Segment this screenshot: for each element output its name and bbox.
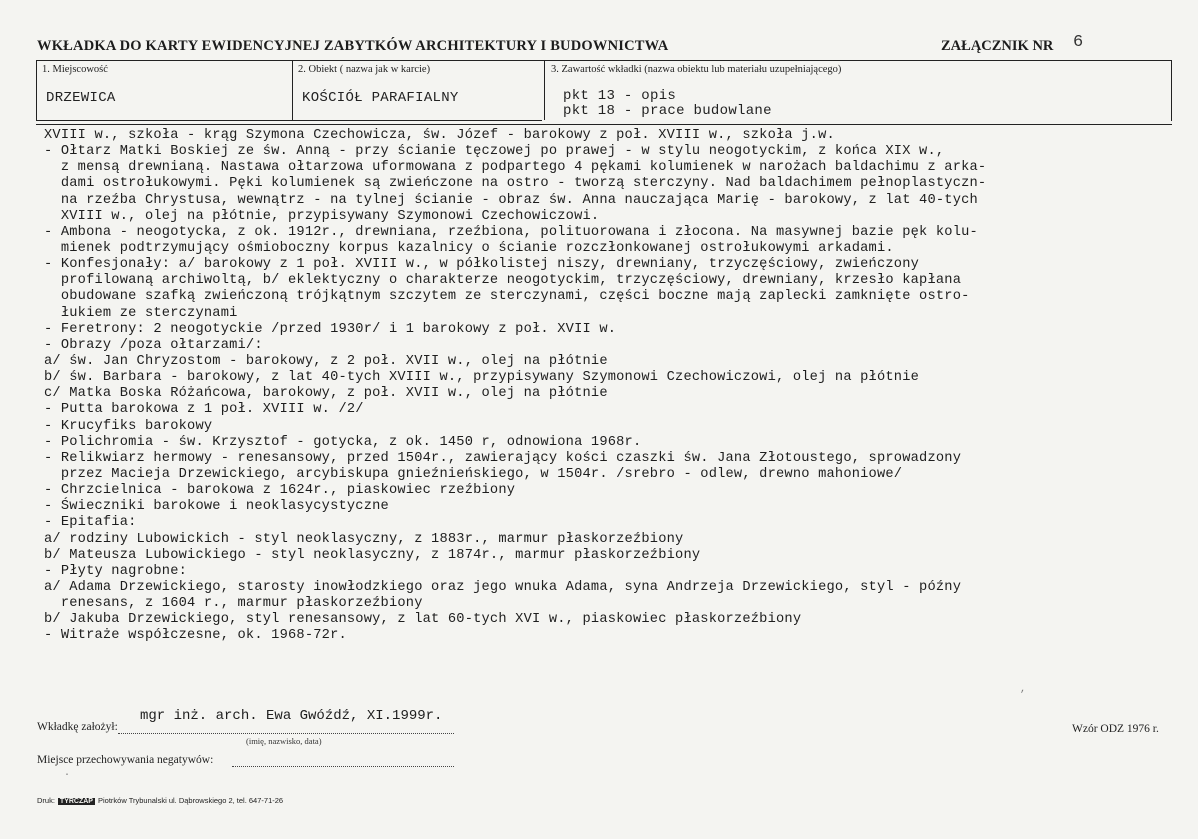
object-label: 2. Obiekt ( nazwa jak w karcie): [298, 64, 431, 75]
body-line: renesans, z 1604 r., marmur płaskorzeźbiony: [44, 596, 423, 612]
body-line: - Feretrony: 2 neogotyckie /przed 1930r/ i 1 barokowy z poł. XVII w.: [44, 321, 617, 337]
body-line: - Ołtarz Matki Boskiej ze św. Anną - przy ścianie tęczowej po prawej - w stylu neogotyckim, z końca XIX w.,: [44, 144, 945, 160]
description-body: [44, 128, 1174, 645]
body-line: dami ostrołukowymi. Pęki kolumienek są zwieńczone na ostro - tworzą sterczyny. Nad baldachimem pełnoplastyczn-: [44, 176, 987, 192]
inserted-by-hint: (imię, nazwisko, data): [246, 736, 322, 746]
inserted-by-line: [118, 733, 454, 734]
body-line: a/ św. Jan Chryzostom - barokowy, z 2 poł. XVII w., olej na płótnie: [44, 353, 608, 369]
body-line: przez Macieja Drzewickiego, arcybiskupa gnieźnieńskiego, w 1504r. /srebro - odlew, drewno mahoniowe/: [44, 466, 903, 482]
body-line: - Putta barokowa z 1 poł. XVIII w. /2/: [44, 402, 364, 418]
object-value: KOŚCIÓŁ PARAFIALNY: [302, 90, 459, 106]
content-label: 3. Zawartość wkładki (nazwa obiektu lub materiału uzupełniającego): [551, 64, 842, 75]
body-line: - Ambona - neogotycka, z ok. 1912r., drewniana, rzeźbiona, polituorowana i złocona. Na masywnej bazie pęk kolu-: [44, 224, 978, 240]
template-version: Wzór ODZ 1976 r.: [1072, 723, 1159, 735]
annex-label: ZAŁĄCZNIK NR: [941, 38, 1054, 54]
print-address: Piotrków Trybunalski ul. Dąbrowskiego 2, tel. 647-71-26: [97, 796, 284, 805]
author-signature: mgr inż. arch. Ewa Gwóźdź, XI.1999r.: [140, 708, 443, 724]
body-line: b/ Jakuba Drzewickiego, styl renesansowy, z lat 60-tych XVI w., piaskowiec płaskorzeźbiony: [44, 612, 802, 628]
body-line: a/ rodziny Lubowickich - styl neoklasyczny, z 1883r., marmur płaskorzeźbiony: [44, 531, 684, 547]
body-line: b/ Mateusza Lubowickiego - styl neoklasyczny, z 1874r., marmur płaskorzeźbiony: [44, 547, 701, 563]
field-divider: [292, 60, 293, 120]
body-line: - Polichromia - św. Krzysztof - gotycka, z ok. 1450 r, odnowiona 1968r.: [44, 434, 642, 450]
body-line: - Witraże współczesne, ok. 1968-72r.: [44, 628, 347, 644]
body-line: XVIII w., szkoła - krąg Szymona Czechowicza, św. Józef - barokowy z poł. XVIII w., szkoła j.w.: [44, 128, 835, 143]
print-prefix: Druk:: [37, 796, 55, 805]
body-line: profilowaną archiwoltą, b/ eklektyczny o charakterze neogotyckim, trzyczęściowy, drewniany, krzesło kapłana: [44, 273, 962, 289]
locality-value: DRZEWICA: [46, 90, 116, 106]
body-line: - Świeczniki barokowe i neoklasycystyczne: [44, 499, 389, 515]
negatives-label: Miejsce przechowywania negatywów:: [37, 754, 214, 766]
pencil-mark: .: [64, 768, 71, 779]
body-line: b/ św. Barbara - barokowy, z lat 40-tych XVIII w., przypisywany Szymonowi Czechowiczowi, olej na płótnie: [44, 370, 920, 386]
body-line: a/ Adama Drzewickiego, starosty inowłodzkiego oraz jego wnuka Adama, syna Andrzeja Drzewickiego, styl - późny: [44, 579, 962, 595]
printer-logo: TYRCZAP: [59, 798, 93, 805]
body-line: - Relikwiarz hermowy - renesansowy, przed 1504r., zawierający kości czaszki św. Jana Złotoustego, sprowadzony: [44, 450, 962, 466]
content-line-2: pkt 18 - prace budowlane: [563, 103, 772, 119]
body-line: c/ Matka Boska Różańcowa, barokowy, z poł. XVII w., olej na płótnie: [44, 386, 608, 402]
negatives-line: [232, 766, 454, 767]
pencil-mark: ,: [1020, 684, 1027, 695]
body-line: - Konfesjonały: a/ barokowy z 1 poł. XVIII w., w półkolistej niszy, drewniany, trzyczęściowy, zwieńczony: [44, 257, 920, 273]
field-divider: [544, 60, 545, 120]
body-line: XVIII w., olej na płótnie, przypisywany Szymonowi Czechowiczowi.: [44, 208, 600, 224]
body-line: z mensą drewnianą. Nastawa ołtarzowa uformowana z podpartego 4 pękami kolumienek w narożach baldachimu z arka-: [44, 160, 987, 176]
body-line: - Płyty nagrobne:: [44, 563, 188, 579]
content-line-1: pkt 13 - opis: [563, 88, 677, 104]
body-top-rule: [36, 124, 1172, 125]
body-line: na rzeźba Chrystusa, wewnątrz - na tylnej ścianie - obraz św. Anna nauczająca Marię - barokowy, z lat 40-tych: [44, 192, 978, 208]
body-line: łukiem ze sterczynami: [44, 305, 238, 321]
body-line: mienek podtrzymujący ośmioboczny korpus kazalnicy o ścianie rozczłonkowanej ostrołukowymi arkadami.: [44, 240, 894, 256]
body-line: - Obrazy /poza ołtarzami/:: [44, 337, 263, 353]
body-line: - Chrzcielnica - barokowa z 1624r., piaskowiec rzeźbiony: [44, 483, 516, 499]
body-line: obudowane szafką zwieńczoną trójkątnym szczytem ze sterczynami, części boczne mają zaplecki zamknięte ostro-: [44, 289, 970, 305]
locality-label: 1. Miejscowość: [42, 64, 108, 75]
form-title: WKŁADKA DO KARTY EWIDENCYJNEJ ZABYTKÓW ARCHITEKTURY I BUDOWNICTWA: [37, 38, 669, 54]
printer-info: [37, 796, 283, 805]
inserted-by-label: Wkładkę założył:: [37, 721, 118, 733]
body-line: - Krucyfiks barokowy: [44, 418, 213, 434]
fields-bottom-rule: [36, 120, 542, 121]
annex-number: 6: [1073, 33, 1084, 52]
body-line: - Epitafia:: [44, 515, 137, 531]
